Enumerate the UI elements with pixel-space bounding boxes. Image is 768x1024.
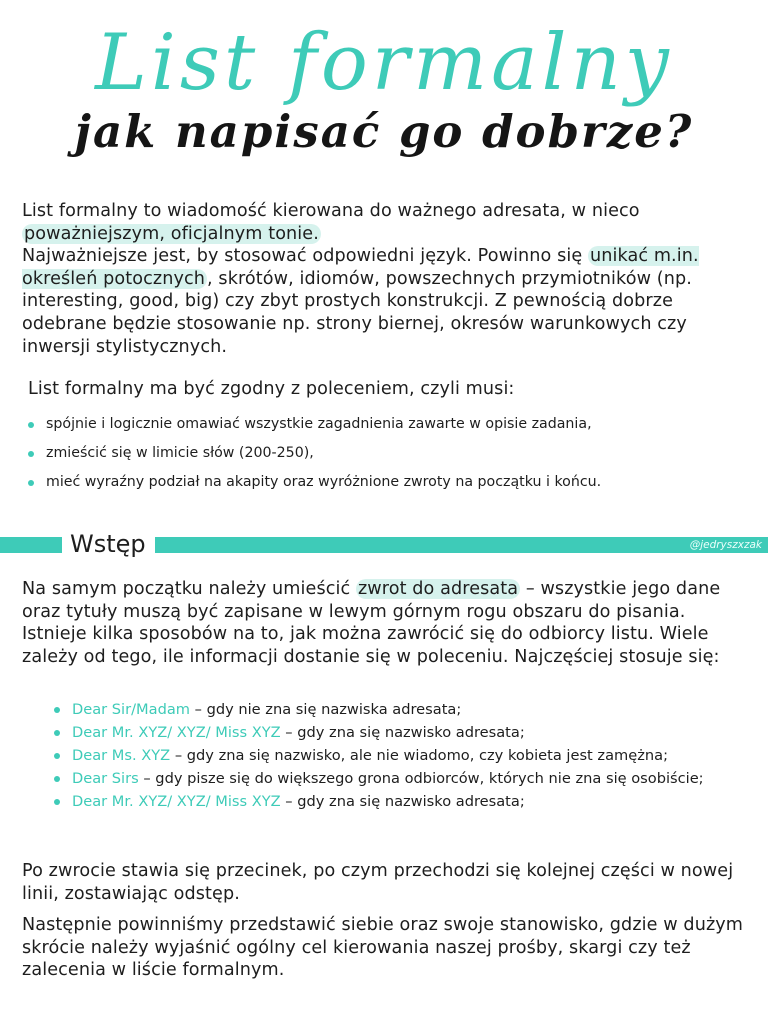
bullet-dot-icon — [28, 480, 34, 486]
bullet-dot-icon — [54, 730, 60, 736]
greeting-phrase: Dear Mr. XYZ/ XYZ/ Miss XYZ — [72, 724, 281, 741]
intro-text-c: , skrótów, idiomów, powszechnych przymiotników (np. interesting, good, big) czy zbyt prostych konstrukcji. Z pewnością dobrze odebrane będzie stosowanie np. strony biernej, okresów warunkowych czy inwersji stylistycznych. — [22, 268, 692, 357]
page-subtitle: jak napisać go dobrze? — [74, 105, 694, 158]
greetings-list — [72, 700, 732, 815]
list-item — [46, 473, 746, 491]
intro-text-b: Najważniejsze jest, by stosować odpowiedni język. Powinno się — [22, 246, 588, 267]
page-title: List formalny — [95, 18, 673, 108]
band-right-bar — [155, 537, 768, 553]
bullet-dot-icon — [28, 451, 34, 457]
greeting-desc: – gdy zna się nazwisko adresata; — [280, 724, 525, 741]
band-left-bar — [0, 537, 62, 553]
bullet-dot-icon — [54, 707, 60, 713]
wstep-text-a: Na samym początku należy umieścić — [22, 579, 356, 599]
list-item — [72, 723, 732, 742]
greeting-phrase: Dear Mr. XYZ/ XYZ/ Miss XYZ — [72, 793, 281, 810]
list-item — [72, 746, 732, 765]
greeting-phrase: Dear Sir/Madam — [72, 701, 190, 718]
bullet-dot-icon — [54, 799, 60, 805]
highlight-tone: poważniejszym, oficjalnym tonie. — [24, 223, 319, 244]
bullet-dot-icon — [28, 422, 34, 428]
greeting-desc: – gdy pisze się do większego grona odbiorców, których nie zna się osobiście; — [138, 770, 704, 787]
bullet-dot-icon — [54, 776, 60, 782]
list-item-text: zmieścić się w limicie słów (200-250), — [46, 445, 314, 461]
list-item — [72, 792, 732, 811]
highlight-avoid: unikać m.in. określeń potocznych — [22, 246, 699, 289]
bullet-dot-icon — [54, 753, 60, 759]
section-title: Wstęp — [70, 530, 146, 558]
comma-paragraph: Po zwrocie stawia się przecinek, po czym przechodzi się kolejnej części w nowej linii, zostawiając odstęp. — [22, 861, 734, 904]
intro-text-a: List formalny to wiadomość kierowana do ważnego adresata, w nieco — [22, 201, 640, 221]
greeting-phrase: Dear Sirs — [72, 770, 139, 787]
list-item — [72, 700, 732, 719]
greeting-desc: – gdy nie zna się nazwiska adresata; — [190, 701, 462, 718]
list-item-text: spójnie i logicznie omawiać wszystkie zagadnienia zawarte w opisie zadania, — [46, 416, 592, 432]
list-item — [72, 769, 732, 788]
greeting-phrase: Dear Ms. XYZ — [72, 747, 171, 764]
requirements-heading: List formalny ma być zgodny z poleceniem, czyli musi: — [28, 379, 515, 399]
wstep-paragraph — [22, 578, 750, 668]
watermark: @jedryszxzak — [689, 539, 762, 551]
introduce-paragraph: Następnie powinniśmy przedstawić siebie oraz swoje stanowisko, gdzie w dużym skrócie należy wyjaśnić ogólny cel kierowania naszej prośby, skargi czy też zalecenia w liście formalnym. — [22, 915, 744, 981]
list-item-text: mieć wyraźny podział na akapity oraz wyróżnione zwroty na początku i końcu. — [46, 474, 602, 490]
greeting-desc: – gdy zna się nazwisko, ale nie wiadomo, czy kobieta jest zamężna; — [170, 747, 668, 764]
requirements-list — [46, 415, 746, 502]
intro-paragraph — [22, 200, 750, 358]
list-item — [46, 415, 746, 433]
wstep-text-b: – wszystkie jego dane oraz tytuły muszą być zapisane w lewym górnym rogu obszaru do pisania. Istnieje kilka sposobów na to, jak można zawrócić się do odbiorcy listu. Wiele zależy od tego, ile informacji dostanie się w poleceniu. Najczęściej stosuje się: — [22, 579, 721, 667]
greeting-desc: – gdy zna się nazwisko adresata; — [280, 793, 525, 810]
list-item — [46, 444, 746, 462]
highlight-addressee: zwrot do adresata — [357, 579, 519, 599]
